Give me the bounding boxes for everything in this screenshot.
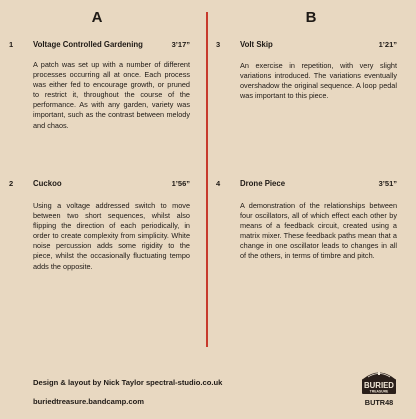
- side-b-heading: B: [305, 9, 317, 26]
- buried-treasure-logo: [361, 367, 397, 395]
- treasure-chest-logo-icon: [361, 367, 397, 395]
- track-duration: 1’21”: [378, 40, 397, 49]
- track-title: Drone Piece: [240, 179, 286, 188]
- track-number: 2: [9, 179, 14, 188]
- track-duration: 3’17”: [171, 40, 190, 49]
- track-title: Voltage Controlled Gardening: [33, 40, 143, 49]
- logo-subtext: TREASURE: [369, 389, 389, 394]
- center-divider: [206, 12, 208, 347]
- track-description: A demonstration of the relationships between four oscillators, all of which effect each other by means of a feedback circuit, created using a matrix mixer. These feedback paths mean that a change in one oscillator leads to changes in all of the others, in terms of timbre and pitch.: [240, 201, 397, 261]
- track-duration: 1’56”: [171, 179, 190, 188]
- side-a-heading: A: [91, 9, 103, 26]
- design-credit: Design & layout by Nick Taylor spectral-studio.co.uk: [33, 378, 223, 387]
- track-description: A patch was set up with a number of different processes occurring all at once. Each process was either fed to encourage growth, or pruned to restrict it, throughout the course of the performance. As with any garden, variety was important, such as the contrast between melody and chaos.: [33, 60, 190, 130]
- catalog-number: BUTR48: [364, 398, 394, 407]
- website-link[interactable]: buriedtreasure.bandcamp.com: [33, 397, 144, 406]
- track-title: Cuckoo: [33, 179, 62, 188]
- track-description: Using a voltage addressed switch to move between two short sequences, whilst also flipping the direction of each periodically, in order to create complexity from simplicity. White noise percussion adds some rigidity to the piece, whilst the occasionally fluctuating tempo adds the opposite.: [33, 201, 190, 271]
- track-title: Volt Skip: [240, 40, 273, 49]
- logo-text: BURIED: [364, 381, 394, 390]
- track-duration: 3’51”: [378, 179, 397, 188]
- track-number: 4: [216, 179, 221, 188]
- track-number: 1: [9, 40, 14, 49]
- track-number: 3: [216, 40, 221, 49]
- track-description: An exercise in repetition, with very slight variations introduced. The variations eventually overshadow the original sequence. A loop pedal was important to this piece.: [240, 61, 397, 101]
